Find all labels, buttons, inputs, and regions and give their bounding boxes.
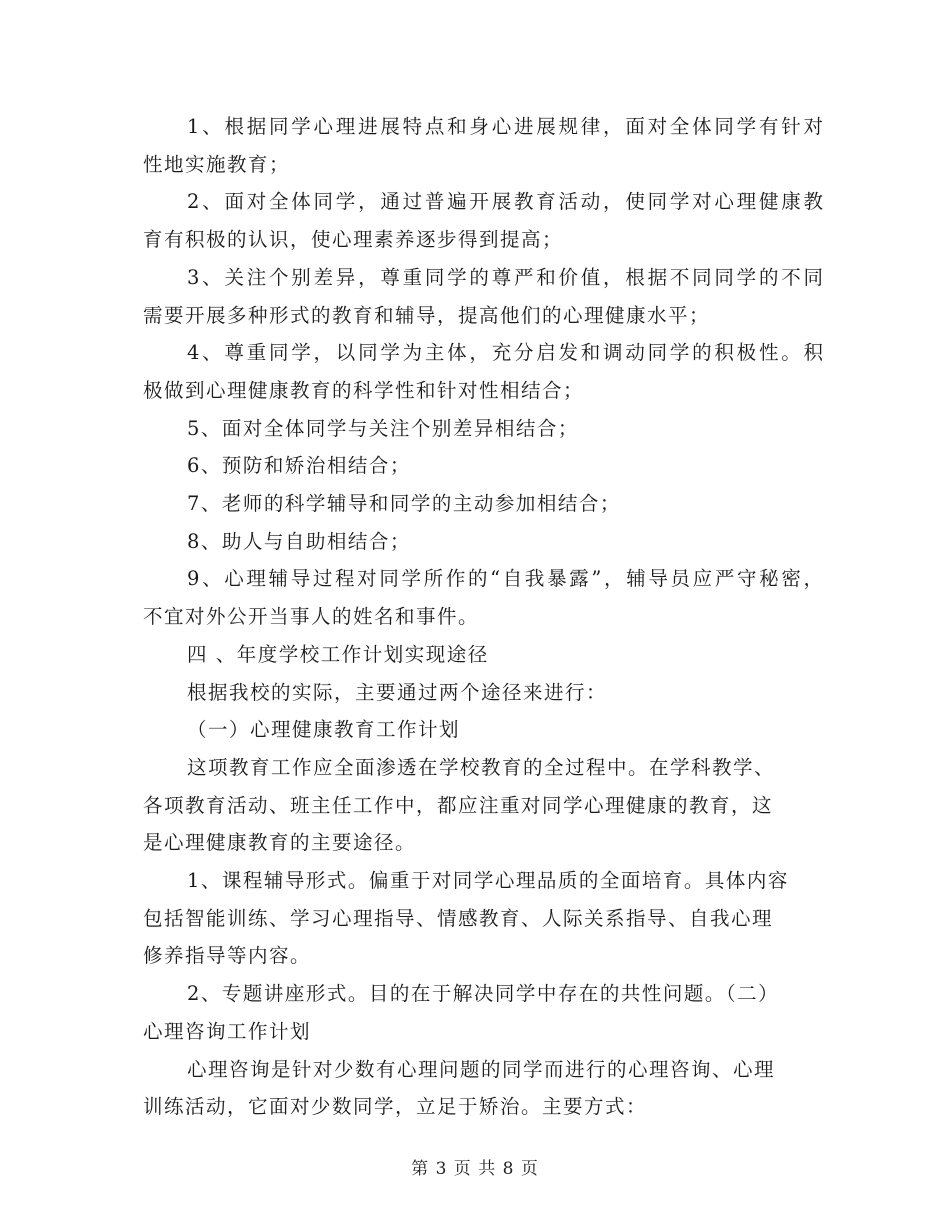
text-line: 需要开展多种形式的教育和辅导，提高他们的心理健康水平；	[143, 303, 711, 327]
text-line: 心理咨询是针对少数有心理问题的同学而进行的心理咨询、心理	[187, 1057, 776, 1081]
text-line: 4、尊重同学，以同学为主体，充分启发和调动同学的积极性。积	[187, 341, 823, 365]
document-body	[143, 108, 823, 1126]
text-line: 6、预防和矫治相结合；	[187, 454, 411, 478]
text-line: 育有积极的认识，使心理素养逐步得到提高；	[143, 228, 564, 252]
text-line: 性地实施教育；	[143, 152, 291, 176]
text-line: 1、课程辅导形式。偏重于对同学心理品质的全面培育。具体内容	[187, 869, 789, 893]
text-line: 2、专题讲座形式。目的在于解决同学中存在的共性问题。（二）	[187, 982, 780, 1006]
page-number-footer: 第 3 页 共 8 页	[411, 1159, 539, 1179]
text-line: 8、助人与自助相结合；	[187, 529, 411, 553]
text-line: 修养指导等内容。	[143, 944, 312, 968]
text-line: 9、心理辅导过程对同学所作的“自我暴露”，辅导员应严守秘密，	[187, 567, 823, 591]
section-heading: 四 、年度学校工作计划实现途径	[187, 642, 489, 666]
text-line: 根据我校的实际，主要通过两个途径来进行：	[187, 680, 608, 704]
text-line: 2、面对全体同学，通过普遍开展教育活动，使同学对心理健康教	[187, 190, 823, 214]
text-line: 7、老师的科学辅导和同学的主动参加相结合；	[187, 492, 621, 516]
text-line: 3、关注个别差异，尊重同学的尊严和价值，根据不同同学的不同	[187, 265, 823, 289]
text-line: 各项教育活动、班主任工作中，都应注重对同学心理健康的教育，这	[143, 793, 774, 817]
text-line: 不宜对外公开当事人的姓名和事件。	[143, 605, 480, 629]
text-line: 5、面对全体同学与关注个别差异相结合；	[187, 416, 579, 440]
text-line: 心理咨询工作计划	[143, 1019, 312, 1043]
text-line: 这项教育工作应全面渗透在学校教育的全过程中。在学科教学、	[187, 755, 776, 779]
text-line: 是心理健康教育的主要途径。	[143, 831, 417, 855]
text-line: 包括智能训练、学习心理指导、情感教育、人际关系指导、自我心理	[143, 906, 774, 930]
text-line: 1、根据同学心理进展特点和身心进展规律，面对全体同学有针对	[187, 115, 823, 138]
text-line: 训练活动，它面对少数同学，立足于矫治。主要方式：	[143, 1095, 648, 1119]
text-line: 极做到心理健康教育的科学性和针对性相结合；	[143, 378, 585, 402]
document-text	[143, 108, 823, 1126]
subsection-heading: （一）心理健康教育工作计划	[187, 718, 461, 742]
